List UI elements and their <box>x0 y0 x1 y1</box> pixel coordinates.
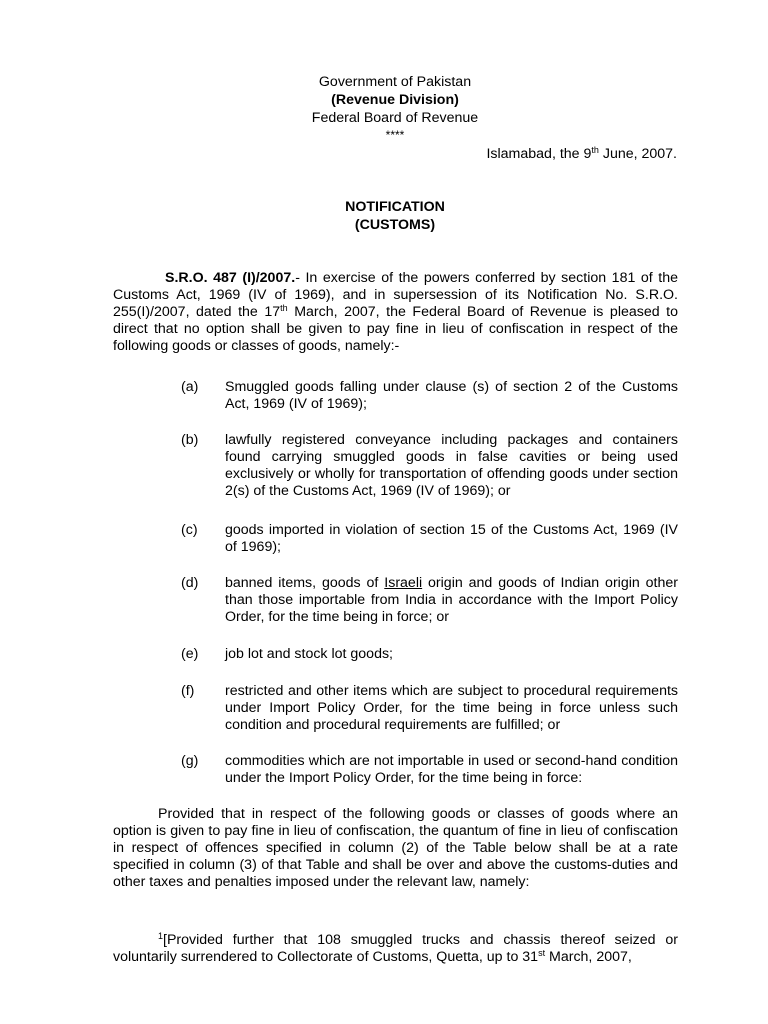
sro-number: S.R.O. 487 (I)/2007. <box>165 270 296 286</box>
header-government: Government of Pakistan <box>318 74 472 90</box>
item-text: Smuggled goods falling under clause (s) of section 2 of the Customs Act, 1969 (IV of 1969); <box>225 379 678 412</box>
item-label: (g) <box>181 753 199 769</box>
header-division: (Revenue Division) <box>331 92 459 108</box>
proviso-paragraph: Provided that in respect of the following goods or classes of goods where an option is given to pay fine in lieu of confiscation, the quantum of fine in lieu of confiscation in respect of offences specified in column (2) of the Table below shall be at a rate specified in column (3) of that Table and shall be over and above the customs-duties and other taxes and penalties imposed under the relevant law, namely: <box>113 806 678 890</box>
item-text: banned items, goods of Israeli origin and goods of Indian origin other than those importable from India in accordance with the Import Policy Order, for the time being in force; or <box>225 575 678 625</box>
header-stars: **** <box>385 128 405 142</box>
place-date: Islamabad, the 9th June, 2007. <box>486 145 677 162</box>
item-label: (c) <box>181 522 198 538</box>
item-label: (b) <box>181 432 199 448</box>
item-text: lawfully registered conveyance including packages and containers found carrying smuggled goods in false cavities or being used exclusively or wholly for transportation of offending goods under section 2(s) of the Customs Act, 1969 (IV of 1969); or <box>225 432 678 499</box>
further-proviso-paragraph: $^1$[Provided further that 108 smuggled trucks and chassis thereof seized or voluntarily surrendered to Collectorate of Customs, Quetta, up to 31st March, 2007, <box>113 931 678 965</box>
item-label: (e) <box>181 646 199 662</box>
notification-title: NOTIFICATION <box>345 199 445 215</box>
item-text: commodities which are not importable in used or second-hand condition under the Import Policy Order, for the time being in force: <box>225 753 678 786</box>
item-label: (f) <box>181 683 195 699</box>
footnote-ref: 1 <box>158 931 164 941</box>
item-label: (d) <box>181 575 199 591</box>
item-text: job lot and stock lot goods; <box>225 646 393 662</box>
notification-subtitle: (CUSTOMS) <box>354 217 436 233</box>
item-text: goods imported in violation of section 15 of the Customs Act, 1969 (IV of 1969); <box>225 522 678 555</box>
item-text: restricted and other items which are subject to procedural requirements under Import Policy Order, for the time being in force unless such condition and procedural requirements are fulfilled; or <box>225 683 678 733</box>
intro-paragraph: S.R.O. 487 (I)/2007.- In exercise of the powers conferred by section 181 of the Customs Act, 1969 (IV of 1969), and in supersession of its Notification No. S.R.O. 255(I)/2007, dated the 17th March, 2007, the Federal Board of Revenue is pleased to direct that no option shall be given to pay fine in lieu of confiscation in respect of the following goods or classes of goods, namely:- <box>113 270 678 354</box>
underlined-word: Israeli <box>384 575 423 591</box>
header-board: Federal Board of Revenue <box>311 110 479 126</box>
item-label: (a) <box>181 379 199 395</box>
